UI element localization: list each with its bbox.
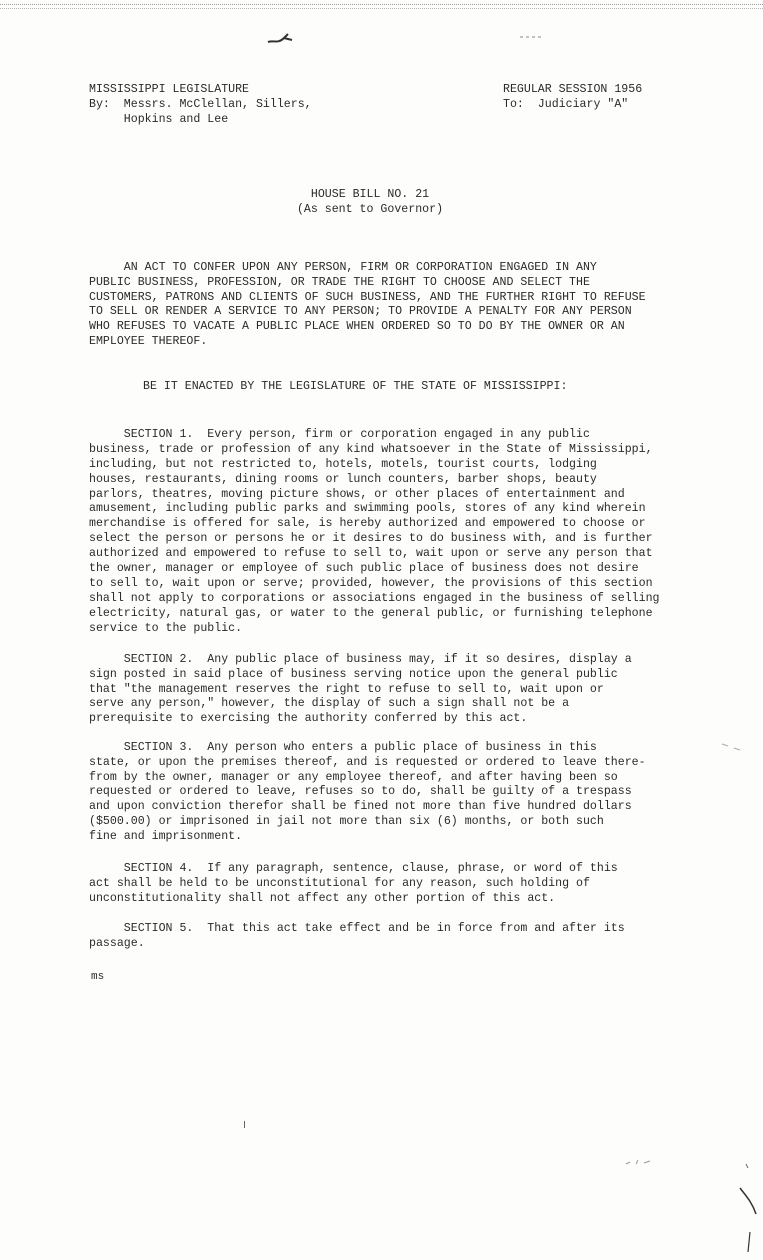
scan-speck — [624, 1156, 654, 1168]
section-line: act shall be held to be unconstitutional for any reason, such holding of — [89, 876, 590, 890]
section-line: ($500.00) or imprisoned in jail not more than six (6) months, or both such — [89, 814, 604, 828]
act-title-line: TO SELL OR RENDER A SERVICE TO ANY PERSON; TO PROVIDE A PENALTY FOR ANY PERSON — [89, 305, 632, 319]
header-session: REGULAR SESSION 1956 — [503, 83, 643, 96]
section-line: merchandise is offered for sale, is hereby authorized and empowered to choose or — [89, 517, 646, 531]
act-title-line: CUSTOMERS, PATRONS AND CLIENTS OF SUCH BUSINESS, AND THE FURTHER RIGHT TO REFUSE — [89, 290, 646, 304]
section-line: houses, restaurants, dining rooms or lunch counters, barber shops, beauty — [89, 472, 597, 486]
act-title-line: EMPLOYEE THEREOF. — [89, 334, 208, 348]
section-line: SECTION 3. Any person who enters a public place of business in this — [89, 741, 597, 754]
section-line: electricity, natural gas, or water to the general public, or furnishing telephone — [89, 606, 653, 620]
scan-artifact-right — [730, 1160, 760, 1255]
section-line: passage. — [89, 936, 145, 950]
section-line: sign posted in said place of business serving notice upon the general public — [89, 667, 618, 681]
handwritten-mark — [266, 28, 296, 48]
section-line: authorized and empowered to refuse to sell to, wait upon or serve any person that — [89, 547, 653, 561]
section-line: serve any person," however, the display of such a sign shall not be a — [89, 697, 570, 711]
header-sponsors-cont: Hopkins and Lee — [89, 113, 229, 126]
section-line: SECTION 1. Every person, firm or corporation engaged in any public — [89, 428, 590, 441]
section-line: from by the owner, manager or any employee thereof, and after having been so — [89, 770, 618, 784]
section-line: to sell to, wait upon or serve; provided, however, the provisions of this section — [89, 576, 653, 590]
section-line: the owner, manager or employee of such public place of business does not desire — [89, 562, 639, 576]
bill-status: (As sent to Governor) — [296, 203, 444, 216]
section-line: business, trade or profession of any kind whatsoever in the State of Mississippi, — [89, 442, 653, 456]
section-line: and upon conviction therefor shall be fined not more than five hundred dollars — [89, 800, 632, 814]
section-line: including, but not restricted to, hotels, motels, tourist courts, lodging — [89, 457, 597, 471]
section-3 — [89, 741, 695, 845]
section-line: amusement, including public parks and swimming pools, stores of any kind wherein — [89, 502, 646, 516]
enacting-clause: BE IT ENACTED BY THE LEGISLATURE OF THE STATE OF MISSISSIPPI: — [143, 380, 568, 393]
scan-speck — [518, 34, 548, 40]
scan-speck — [244, 1121, 245, 1128]
section-5 — [89, 922, 695, 952]
section-line: state, or upon the premises thereof, and is requested or ordered to leave there- — [89, 755, 646, 769]
section-line: parlors, theatres, moving picture shows, or other places of entertainment and — [89, 487, 625, 501]
section-1 — [89, 428, 695, 636]
section-line: that "the management reserves the right to refuse to sell to, wait upon or — [89, 682, 604, 696]
section-line: fine and imprisonment. — [89, 829, 243, 843]
section-line: prerequisite to exercising the authority conferred by this act. — [89, 712, 528, 726]
act-title-line: PUBLIC BUSINESS, PROFESSION, OR TRADE THE RIGHT TO CHOOSE AND SELECT THE — [89, 275, 590, 289]
section-line: select the person or persons he or it desires to do business with, and is further — [89, 532, 653, 546]
section-line: unconstitutionality shall not affect any other portion of this act. — [89, 891, 556, 905]
bill-number: HOUSE BILL NO. 21 — [310, 188, 430, 201]
section-line: shall not apply to corporations or associations engaged in the business of selling — [89, 591, 660, 605]
header-legislature: MISSISSIPPI LEGISLATURE — [89, 83, 250, 96]
section-4 — [89, 862, 695, 906]
header-committee: To: Judiciary "A" — [503, 98, 629, 111]
typist-initials: ms — [91, 971, 105, 983]
scan-top-border — [0, 4, 763, 9]
scan-speck — [720, 740, 750, 754]
section-line: service to the public. — [89, 621, 243, 635]
act-title-line: AN ACT TO CONFER UPON ANY PERSON, FIRM OR CORPORATION ENGAGED IN ANY — [89, 261, 597, 274]
section-2 — [89, 653, 695, 727]
section-line: SECTION 5. That this act take effect and be in force from and after its — [89, 922, 625, 935]
section-line: requested or ordered to leave, refuses so to do, shall be guilty of a trespass — [89, 785, 632, 799]
section-line: SECTION 4. If any paragraph, sentence, clause, phrase, or word of this — [89, 862, 618, 875]
section-line: SECTION 2. Any public place of business may, if it so desires, display a — [89, 653, 632, 666]
act-title — [89, 261, 695, 350]
header-sponsors: By: Messrs. McClellan, Sillers, — [89, 98, 312, 111]
act-title-line: WHO REFUSES TO VACATE A PUBLIC PLACE WHEN ORDERED SO TO DO BY THE OWNER OR AN — [89, 320, 625, 334]
